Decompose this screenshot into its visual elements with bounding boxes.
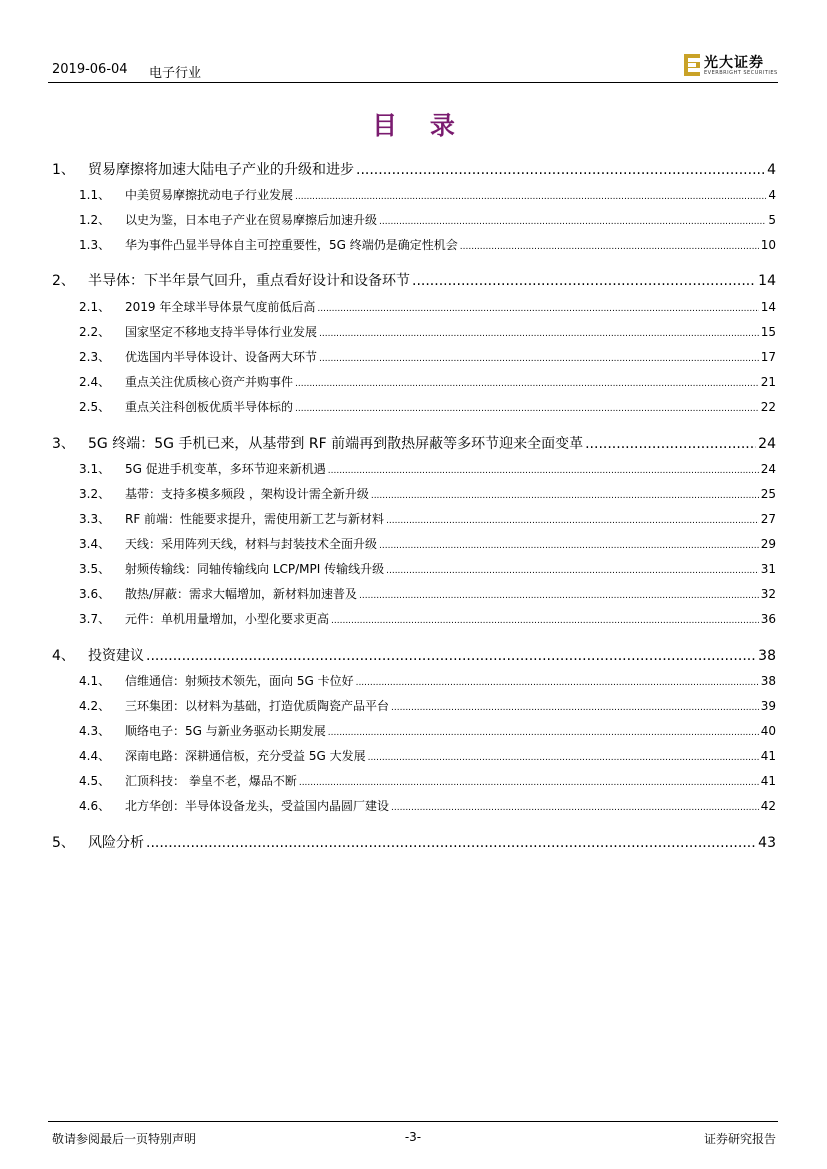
toc-entry-1[interactable]: 1、 贸易摩擦将加速大陆电子产业的升级和进步 ..... 4 bbox=[48, 159, 776, 179]
report-type: 证券研究报告 bbox=[703, 1132, 776, 1146]
page-number: -3- bbox=[404, 1130, 422, 1144]
logo-english-text: EVERBRIGHT SECURITIES bbox=[704, 70, 778, 76]
toc-entry-1-3[interactable]: 1.3、 华为事件凸显半导体自主可控重要性，5G 终端仍是确定性机会 ..... 10 bbox=[48, 236, 776, 256]
page-footer bbox=[48, 1121, 778, 1146]
toc-entry-4-1[interactable]: 4.1、 信维通信：射频技术领先，面向 5G 卡位好 ..... 38 bbox=[48, 672, 776, 692]
toc-entry-4-6[interactable]: 4.6、 北方华创：半导体设备龙头，受益国内晶圆厂建设 ..... 42 bbox=[48, 797, 776, 817]
toc-entry-2-2[interactable]: 2.2、 国家坚定不移地支持半导体行业发展 ..... 15 bbox=[48, 323, 776, 343]
disclaimer-note: 敬请参阅最后一页特别声明 bbox=[52, 1132, 197, 1146]
toc-entry-3-5[interactable]: 3.5、 射频传输线：同轴传输线向 LCP/MPI 传输线升级 ..... 31 bbox=[48, 560, 776, 580]
toc-entry-5[interactable]: 5、 风险分析 ..... 43 bbox=[48, 832, 776, 852]
toc-entry-2-1[interactable]: 2.1、 2019 年全球半导体景气度前低后高 ..... 14 bbox=[48, 298, 776, 318]
page-header bbox=[48, 52, 778, 83]
toc-entry-4-3[interactable]: 4.3、 顺络电子：5G 与新业务驱动长期发展 ..... 40 bbox=[48, 722, 776, 742]
toc-entry-3-4[interactable]: 3.4、 天线：采用阵列天线，材料与封装技术全面升级 ..... 29 bbox=[48, 535, 776, 555]
toc-entry-2[interactable]: 2、 半导体：下半年景气回升，重点看好设计和设备环节 ..... 14 bbox=[48, 270, 776, 290]
toc-entry-3-6[interactable]: 3.6、 散热/屏蔽：需求大幅增加，新材料加速普及 ..... 32 bbox=[48, 585, 776, 605]
toc-entry-4-5[interactable]: 4.5、 汇顶科技： 拳皇不老，爆品不断 ..... 41 bbox=[48, 772, 776, 792]
toc-entry-2-3[interactable]: 2.3、 优选国内半导体设计、设备两大环节 ..... 17 bbox=[48, 348, 776, 368]
toc-entry-2-5[interactable]: 2.5、 重点关注科创板优质半导体标的 ..... 22 bbox=[48, 398, 776, 418]
report-date: 2019-06-04 bbox=[52, 62, 128, 77]
toc-entry-4-4[interactable]: 4.4、 深南电路：深耕通信板，充分受益 5G 大发展 ..... 41 bbox=[48, 747, 776, 767]
toc-entry-3-2[interactable]: 3.2、 基带：支持多模多频段 ，架构设计需全新升级 ..... 25 bbox=[48, 485, 776, 505]
toc-entry-4[interactable]: 4、 投资建议 ..... 38 bbox=[48, 645, 776, 665]
company-logo bbox=[684, 52, 776, 80]
everbright-logo-icon bbox=[684, 54, 700, 76]
toc-entry-1-1[interactable]: 1.1、 中美贸易摩擦扰动电子行业发展 ..... 4 bbox=[48, 186, 776, 206]
toc-entry-3-1[interactable]: 3.1、 5G 促进手机变革，多环节迎来新机遇 ..... 24 bbox=[48, 460, 776, 480]
toc-entry-2-4[interactable]: 2.4、 重点关注优质核心资产并购事件 ..... 21 bbox=[48, 373, 776, 393]
logo-chinese-text: 光大证券 bbox=[704, 55, 764, 71]
toc-entry-3-3[interactable]: 3.3、 RF 前端：性能要求提升，需使用新工艺与新材料 ..... 27 bbox=[48, 510, 776, 530]
toc-entry-3[interactable]: 3、 5G 终端：5G 手机已来，从基带到 RF 前端再到散热屏蔽等多环节迎来全面变革 ..... 24 bbox=[48, 433, 776, 453]
toc-title: 目 录 bbox=[372, 111, 467, 140]
toc-entry-4-2[interactable]: 4.2、 三环集团：以材料为基础，打造优质陶瓷产品平台 ..... 39 bbox=[48, 697, 776, 717]
industry-label: 电子行业 bbox=[149, 66, 202, 81]
toc-entry-1-2[interactable]: 1.2、 以史为鉴，日本电子产业在贸易摩擦后加速升级 ..... 5 bbox=[48, 211, 776, 231]
toc-entry-3-7[interactable]: 3.7、 元件：单机用量增加，小型化要求更高 ..... 36 bbox=[48, 610, 776, 630]
